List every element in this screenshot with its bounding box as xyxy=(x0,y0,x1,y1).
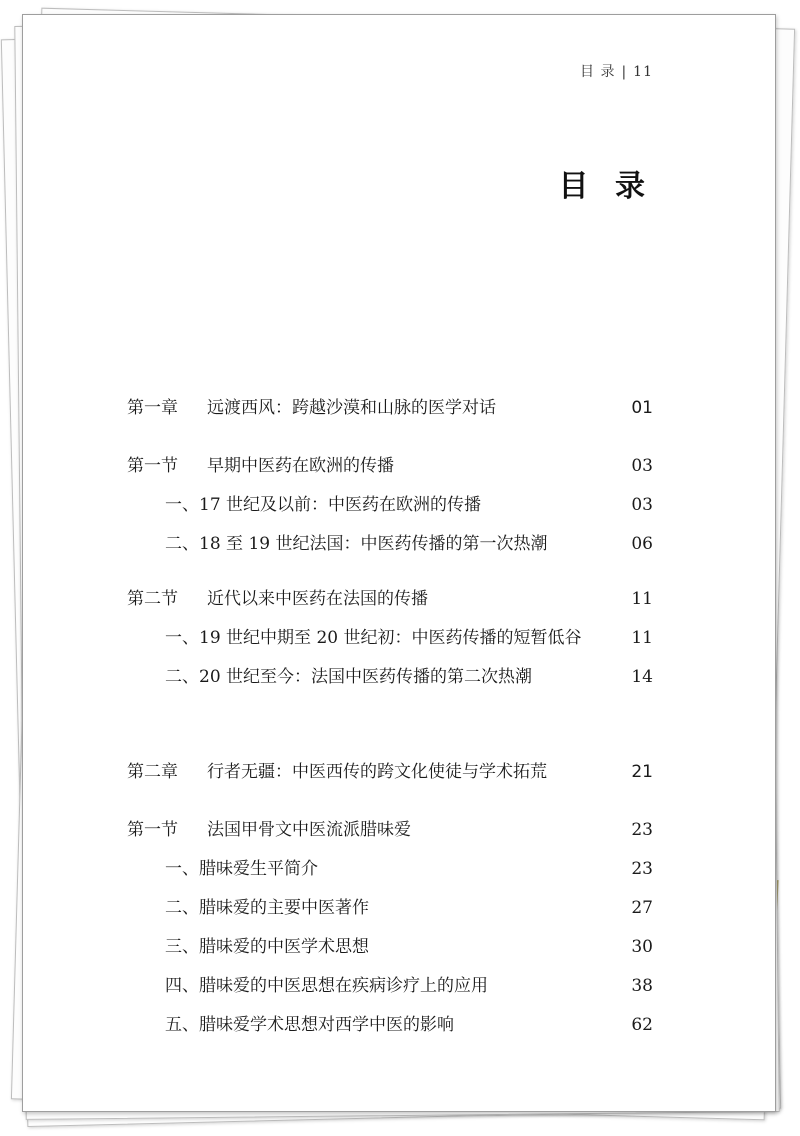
toc-item[interactable] xyxy=(127,662,653,701)
section-page-number: 11 xyxy=(631,589,653,609)
chapter-page-number: 21 xyxy=(631,762,653,782)
item-page-number: 14 xyxy=(631,667,653,687)
toc-section-2-1[interactable] xyxy=(127,815,653,854)
chapter-number: 第一章 xyxy=(127,398,178,418)
running-header xyxy=(580,61,653,81)
item-title: 四、腊味爱的中医思想在疾病诊疗上的应用 xyxy=(165,976,488,996)
item-title: 三、腊味爱的中医学术思想 xyxy=(165,937,369,957)
running-header-separator: | xyxy=(621,64,628,80)
toc-item[interactable] xyxy=(127,623,653,662)
section-number: 第二节 xyxy=(127,589,178,609)
item-page-number: 62 xyxy=(631,1015,653,1035)
section-number: 第一节 xyxy=(127,820,178,840)
toc-section-1-2[interactable] xyxy=(127,584,653,623)
section-title: 近代以来中医药在法国的传播 xyxy=(207,589,428,609)
chapter-number: 第二章 xyxy=(127,762,178,782)
table-of-contents xyxy=(127,393,653,1049)
section-title: 早期中医药在欧洲的传播 xyxy=(207,456,394,476)
toc-item[interactable] xyxy=(127,932,653,971)
toc-chapter-1[interactable] xyxy=(127,393,653,431)
toc-chapter-2[interactable] xyxy=(127,757,653,795)
item-page-number: 30 xyxy=(631,937,653,957)
item-title: 二、18 至 19 世纪法国：中医药传播的第一次热潮 xyxy=(165,534,548,554)
item-page-number: 38 xyxy=(631,976,653,996)
item-page-number: 03 xyxy=(631,495,653,515)
page-title: 目 录 xyxy=(558,169,653,204)
section-page-number: 03 xyxy=(631,456,653,476)
toc-section-1-1[interactable] xyxy=(127,451,653,490)
chapter-title: 行者无疆：中医西传的跨文化使徒与学术拓荒 xyxy=(207,762,547,782)
item-page-number: 06 xyxy=(631,534,653,554)
running-header-page-number: 11 xyxy=(633,64,653,80)
chapter-page-number: 01 xyxy=(631,398,653,418)
toc-item[interactable] xyxy=(127,971,653,1010)
section-page-number: 23 xyxy=(631,820,653,840)
toc-item[interactable] xyxy=(127,893,653,932)
toc-item[interactable] xyxy=(127,1010,653,1049)
toc-item[interactable] xyxy=(127,854,653,893)
toc-item[interactable] xyxy=(127,529,653,568)
item-title: 五、腊味爱学术思想对西学中医的影响 xyxy=(165,1015,454,1035)
item-page-number: 27 xyxy=(631,898,653,918)
chapter-title: 远渡西风：跨越沙漠和山脉的医学对话 xyxy=(207,398,496,418)
section-number: 第一节 xyxy=(127,456,178,476)
item-title: 二、腊味爱的主要中医著作 xyxy=(165,898,369,918)
item-title: 二、20 世纪至今：法国中医药传播的第二次热潮 xyxy=(165,667,533,687)
item-page-number: 23 xyxy=(631,859,653,879)
item-title: 一、19 世纪中期至 20 世纪初：中医药传播的短暂低谷 xyxy=(165,628,582,648)
toc-item[interactable] xyxy=(127,490,653,529)
section-title: 法国甲骨文中医流派腊味爱 xyxy=(207,820,411,840)
item-title: 一、17 世纪及以前：中医药在欧洲的传播 xyxy=(165,495,482,515)
item-title: 一、腊味爱生平简介 xyxy=(165,859,318,879)
running-header-section: 目 录 xyxy=(580,64,616,80)
document-page xyxy=(22,14,776,1112)
item-page-number: 11 xyxy=(631,628,653,648)
